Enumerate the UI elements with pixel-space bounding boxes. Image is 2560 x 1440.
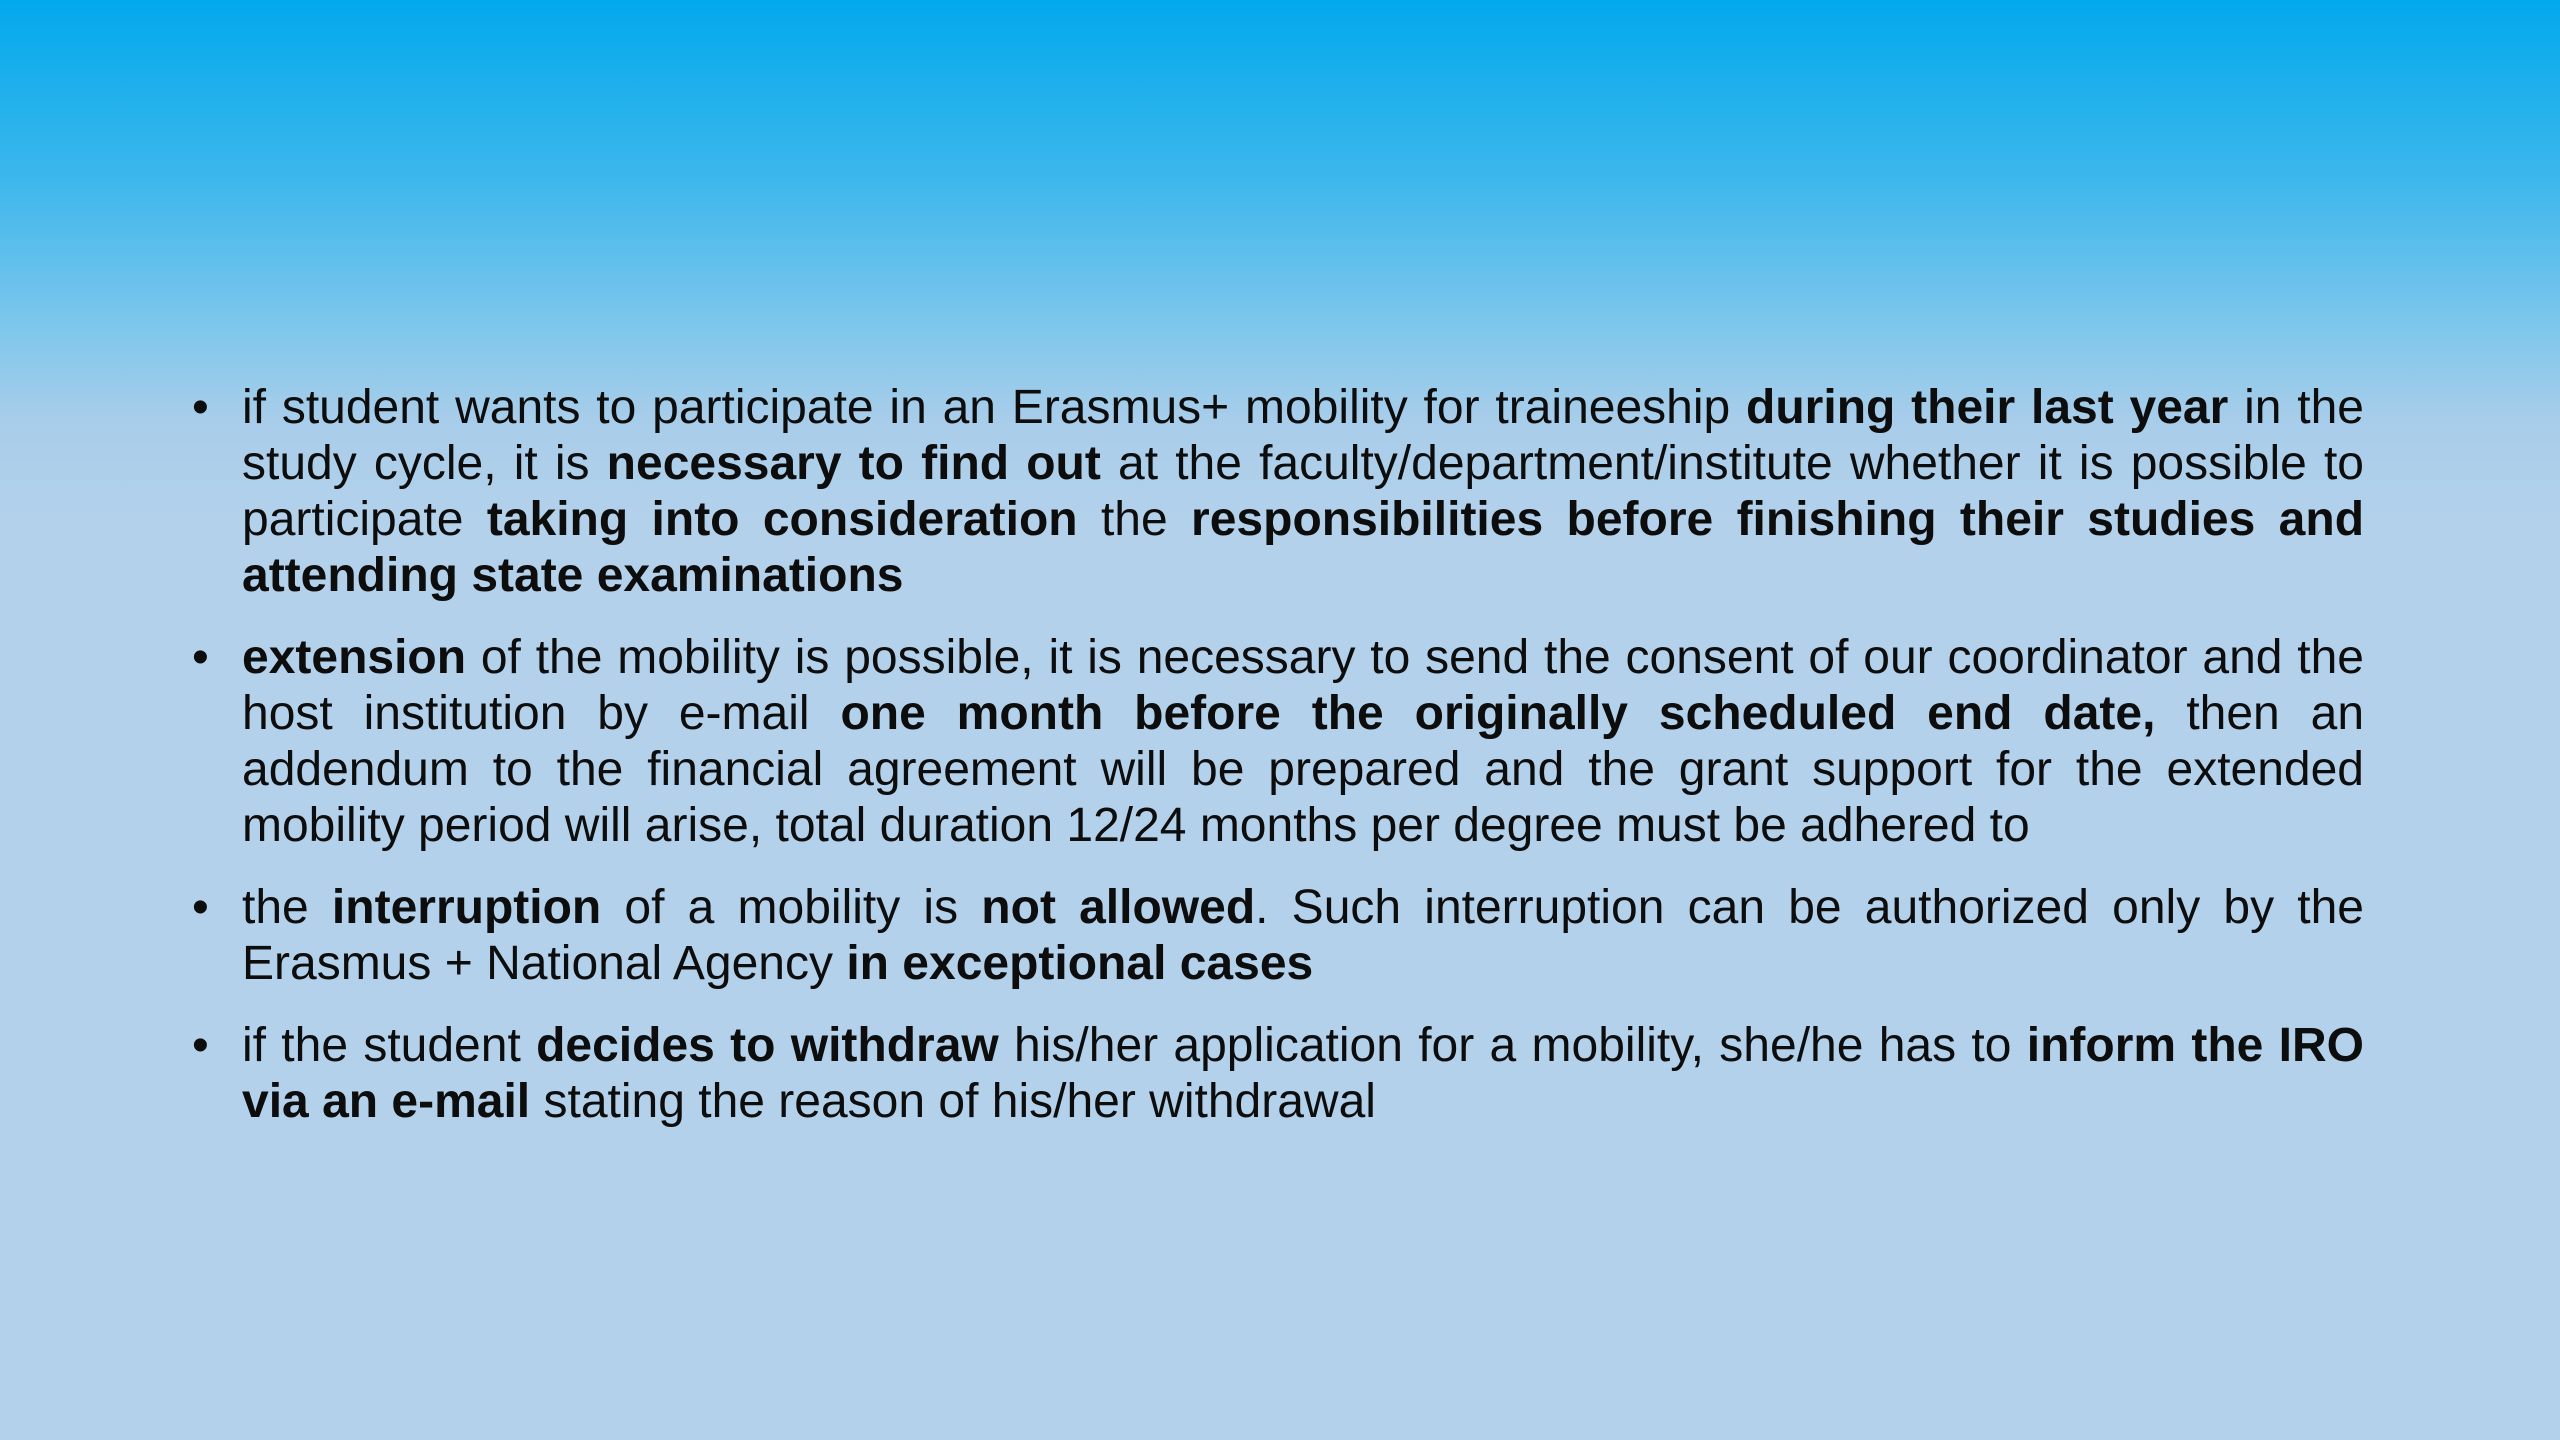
bullet-item [192, 630, 2364, 854]
text-run: of a mobility is [601, 881, 982, 934]
bold-text-run: inform the IRO via an e-mail [242, 1019, 2365, 1128]
bullet-marker: • [192, 381, 209, 434]
text-run: if the student [242, 1019, 537, 1072]
text-run: . Such interruption can be authorized only by the Erasmus + National Agency [242, 881, 2365, 990]
bold-text-run: one month before the originally scheduled end date, [840, 687, 2156, 740]
text-run: his/her application for a mobility, she/he has to [998, 1019, 2027, 1072]
text-run: in the study cycle, it is [242, 381, 2365, 490]
bold-text-run: necessary to find out [606, 437, 1101, 490]
text-run: stating the reason of his/her withdrawal [530, 1075, 1376, 1128]
bold-text-run: interruption [331, 881, 602, 934]
bold-text-run: in exceptional cases [846, 937, 1314, 990]
bold-text-run: during their last year [1746, 381, 2229, 434]
bold-text-run: taking into consideration [486, 493, 1078, 546]
text-run: at the faculty/department/institute whether it is possible to participate [242, 437, 2364, 546]
text-run: then an addendum to the financial agreement will be prepared and the grant support for the extended mobility period will arise, total duration 12/24 months per degree must be adhered to [242, 687, 2365, 852]
bullet-item [192, 1018, 2364, 1130]
bullet-marker: • [192, 1019, 209, 1072]
bullet-item [192, 880, 2364, 992]
text-run: the [242, 881, 332, 934]
bullet-item [192, 380, 2364, 604]
bold-text-run: not allowed [981, 881, 1256, 934]
bullet-list [192, 380, 2364, 1130]
bold-text-run: extension [242, 631, 467, 684]
bold-text-run: decides to withdraw [536, 1019, 999, 1072]
bullet-marker: • [192, 631, 209, 684]
text-run: if student wants to participate in an Erasmus+ mobility for traineeship [242, 381, 1747, 434]
bullet-marker: • [192, 881, 209, 934]
slide-content [192, 380, 2364, 1156]
text-run: the [1077, 493, 1192, 546]
text-run: of the mobility is possible, it is necessary to send the consent of our coordinator and the host institution by e-mail [242, 631, 2364, 740]
bold-text-run: responsibilities before finishing their studies and attending state examinations [242, 493, 2365, 602]
